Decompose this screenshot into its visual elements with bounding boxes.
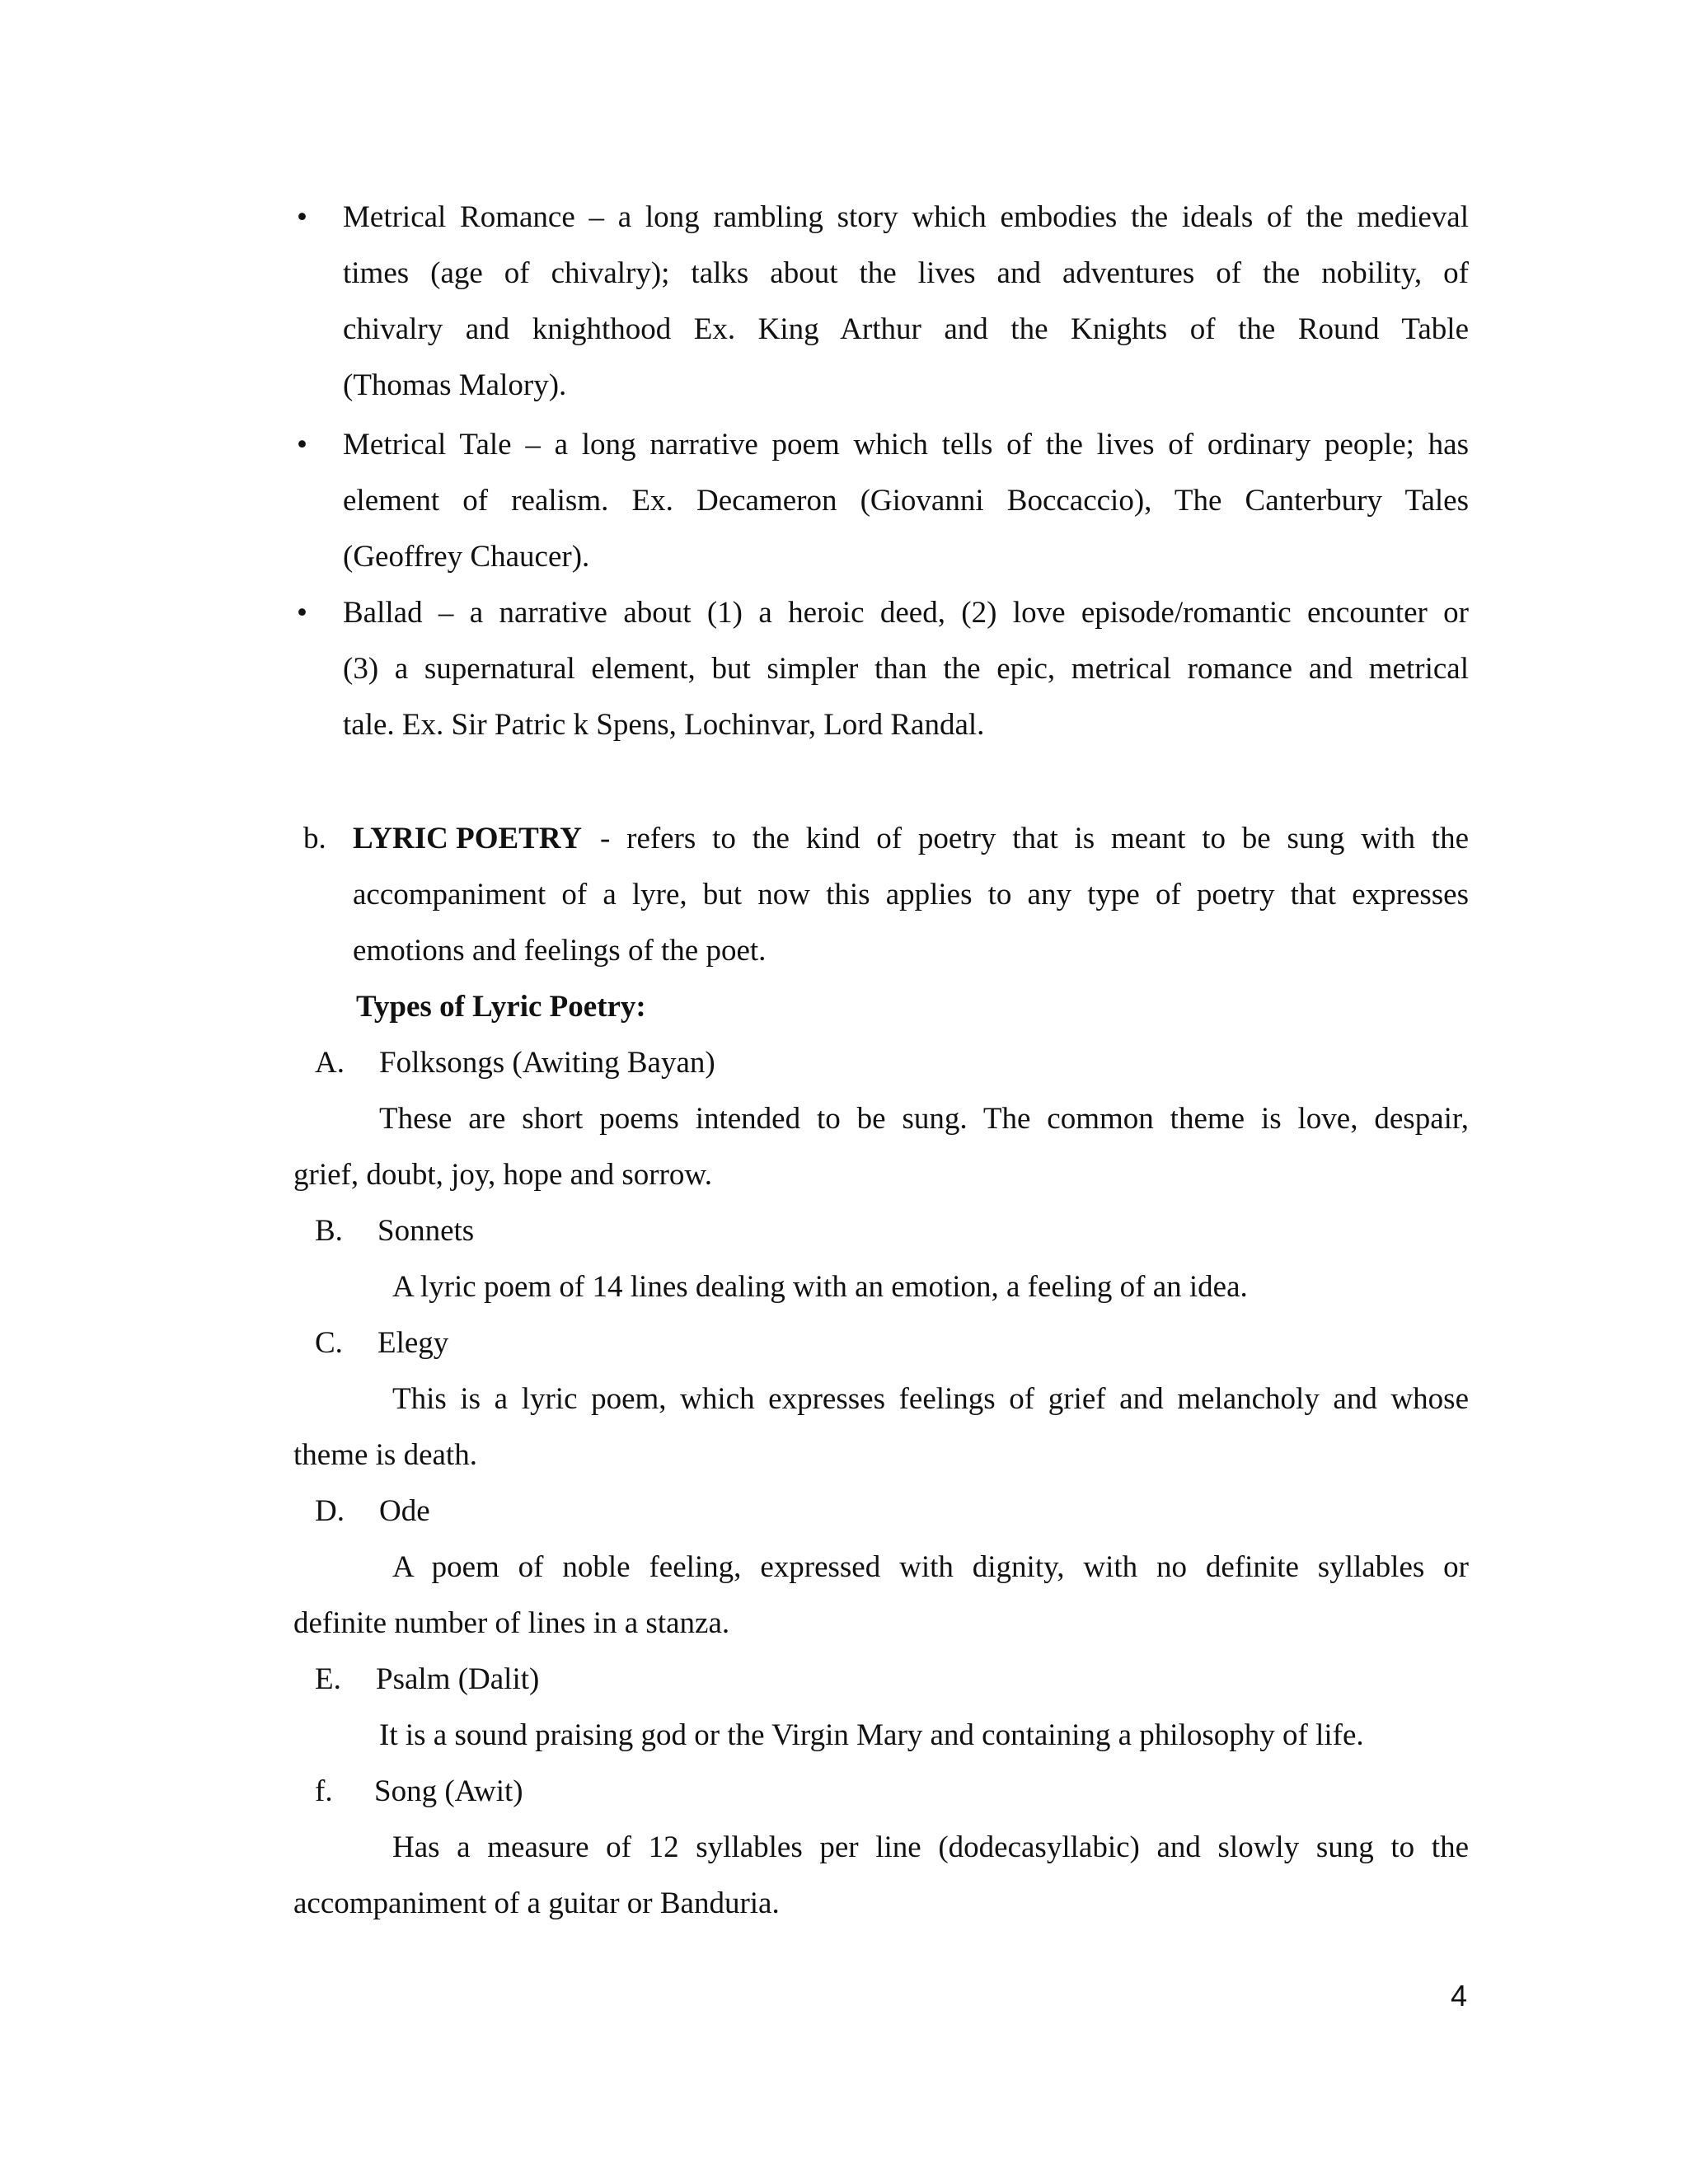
metrical-tale-line-1: Metrical Tale – a long narrative poem which tells of the lives of ordinary people; has (343, 428, 1469, 462)
type-desc-line-2: grief, doubt, joy, hope and sorrow. (293, 1158, 712, 1192)
type-letter: A. (315, 1046, 345, 1080)
type-name: Folksongs (Awiting Bayan) (379, 1046, 715, 1080)
metrical-romance-line-3: chivalry and knighthood Ex. King Arthur and the Knights of the Round Table (343, 312, 1469, 346)
bullet-icon: • (297, 596, 307, 630)
ballad-line-3: tale. Ex. Sir Patric k Spens, Lochinvar, Lord Randal. (343, 708, 985, 742)
metrical-romance-line-1: Metrical Romance – a long rambling story which embodies the ideals of the medieval (343, 200, 1469, 234)
bullet-icon: • (297, 428, 307, 462)
type-desc-line-1: This is a lyric poem, which expresses feelings of grief and melancholy and whose (392, 1382, 1469, 1416)
type-letter: B. (315, 1214, 343, 1248)
lyric-line-1-rest: - refers to the kind of poetry that is meant to be sung with the (600, 822, 1469, 855)
type-name: Psalm (Dalit) (376, 1662, 540, 1696)
lyric-line-2: accompaniment of a lyre, but now this applies to any type of poetry that expresses (353, 878, 1469, 912)
lyric-heading: LYRIC POETRY (353, 822, 582, 855)
type-letter: D. (315, 1494, 345, 1528)
ballad-line-2: (3) a supernatural element, but simpler than the epic, metrical romance and metrical (343, 652, 1469, 686)
metrical-romance-line-4: (Thomas Malory). (343, 368, 567, 402)
type-letter: E. (315, 1662, 341, 1696)
type-desc-line-1: It is a sound praising god or the Virgin Mary and containing a philosophy of life. (379, 1718, 1364, 1752)
type-letter: f. (315, 1774, 333, 1808)
type-desc-line-1: Has a measure of 12 syllables per line (dodecasyllabic) and slowly sung to the (392, 1830, 1469, 1864)
metrical-tale-line-3: (Geoffrey Chaucer). (343, 540, 590, 574)
metrical-romance-line-2: times (age of chivalry); talks about the lives and adventures of the nobility, of (343, 256, 1469, 290)
type-desc-line-2: accompaniment of a guitar or Banduria. (293, 1886, 780, 1920)
page-number: 4 (1450, 1979, 1467, 2013)
lyric-marker: b. (303, 822, 326, 855)
types-heading: Types of Lyric Poetry: (356, 990, 646, 1024)
metrical-tale-line-2: element of realism. Ex. Decameron (Giovanni Boccaccio), The Canterbury Tales (343, 484, 1469, 518)
type-name: Ode (379, 1494, 430, 1528)
type-desc-line-1: A poem of noble feeling, expressed with dignity, with no definite syllables or (392, 1550, 1469, 1584)
type-letter: C. (315, 1326, 343, 1360)
type-name: Sonnets (377, 1214, 475, 1248)
type-desc-line-2: theme is death. (293, 1438, 477, 1472)
bullet-icon: • (297, 200, 307, 234)
type-name: Song (Awit) (374, 1774, 523, 1808)
type-desc-line-2: definite number of lines in a stanza. (293, 1606, 730, 1640)
type-desc-line-1: These are short poems intended to be sung. The common theme is love, despair, (379, 1102, 1469, 1136)
lyric-line-1 (353, 821, 1469, 857)
type-name: Elegy (377, 1326, 449, 1360)
type-desc-line-1: A lyric poem of 14 lines dealing with an emotion, a feeling of an idea. (392, 1270, 1248, 1304)
lyric-line-3: emotions and feelings of the poet. (353, 934, 767, 968)
ballad-line-1: Ballad – a narrative about (1) a heroic deed, (2) love episode/romantic encounter or (343, 596, 1469, 630)
